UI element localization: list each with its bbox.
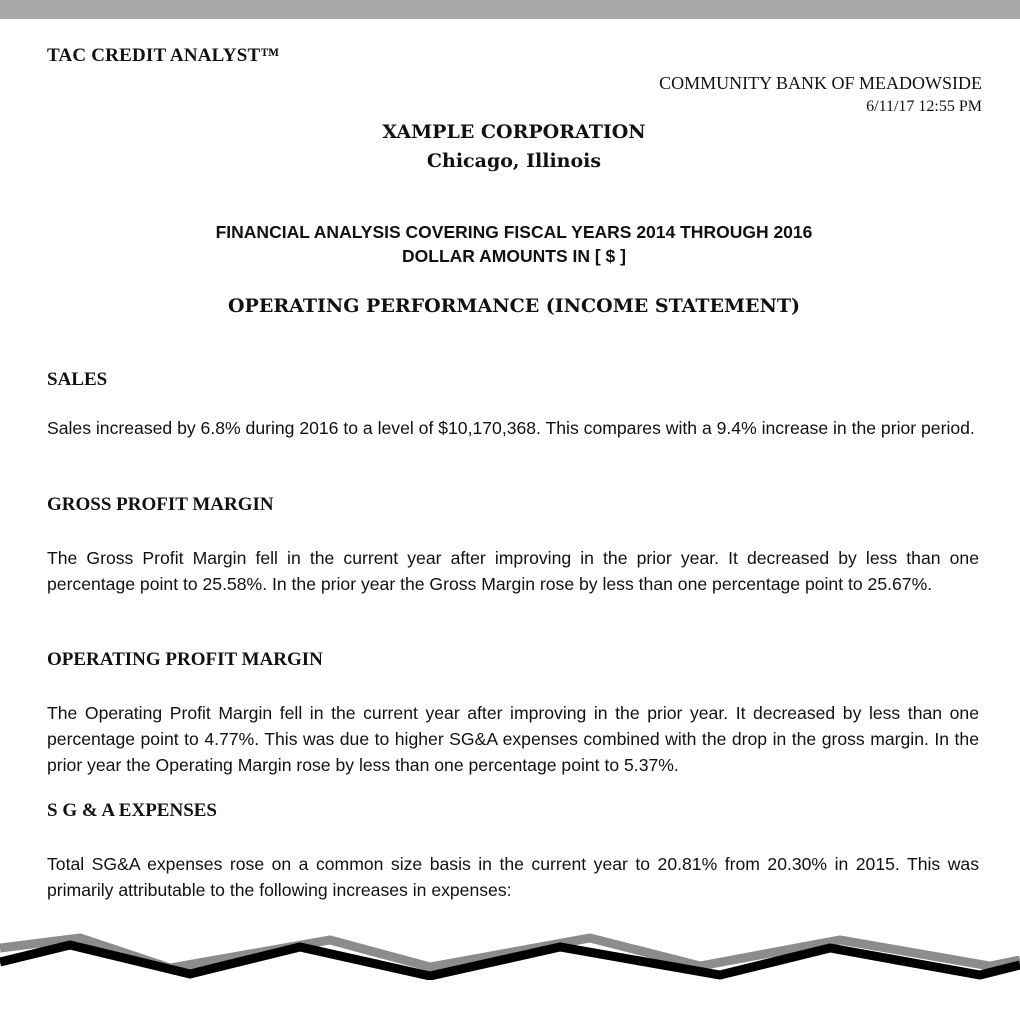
sga-expenses-paragraph: Total SG&A expenses rose on a common size basis in the current year to 20.81% from 20.30% in 2015. This was primarily attributable to the following increases in expenses: (47, 854, 979, 900)
app-title: TAC CREDIT ANALYST™ (47, 45, 280, 66)
top-border-bar (0, 0, 1020, 19)
analysis-title: FINANCIAL ANALYSIS COVERING FISCAL YEARS 2014 THROUGH 2016 (215, 222, 813, 242)
sga-expenses-heading: S G & A EXPENSES (47, 800, 217, 821)
sales-heading: SALES (47, 369, 108, 390)
section-title: OPERATING PERFORMANCE (INCOME STATEMENT) (228, 295, 800, 317)
gross-profit-margin-paragraph: The Gross Profit Margin fell in the current year after improving in the prior year. It decreased by less than one percentage point to 25.58%. In the prior year the Gross Margin rose by less than one percentage point to 25.67%. (47, 548, 979, 594)
report-date: 6/11/17 12:55 PM (866, 98, 982, 115)
company-name: XAMPLE CORPORATION (382, 121, 646, 143)
operating-profit-margin-heading: OPERATING PROFIT MARGIN (47, 649, 323, 670)
torn-edge-decoration (0, 920, 1020, 980)
sales-paragraph: Sales increased by 6.8% during 2016 to a level of $10,170,368. This compares with a 9.4% increase in the prior period. (47, 418, 975, 438)
bank-name: COMMUNITY BANK OF MEADOWSIDE (659, 73, 982, 93)
operating-profit-margin-paragraph: The Operating Profit Margin fell in the current year after improving in the prior year. It decreased by less than one percentage point to 4.77%. This was due to higher SG&A expenses combined with the drop in the gross margin. In the prior year the Operating Margin rose by less than one percentage point to 5.37%. (47, 703, 979, 775)
amount-units: DOLLAR AMOUNTS IN [ $ ] (402, 246, 626, 266)
gross-profit-margin-heading: GROSS PROFIT MARGIN (47, 494, 274, 515)
company-location: Chicago, Illinois (426, 150, 602, 172)
